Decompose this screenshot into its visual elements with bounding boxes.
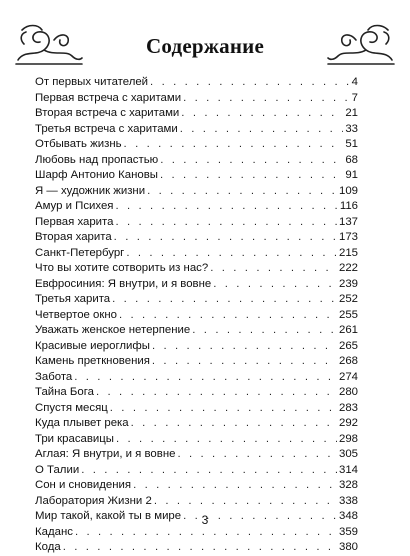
toc-entry-title: Шарф Антонио Кановы: [35, 169, 158, 181]
toc-entry[interactable]: [35, 292, 358, 308]
page-header: [0, 20, 410, 70]
toc-entry-title: Три красавицы: [35, 432, 114, 445]
toc-entry[interactable]: [35, 246, 358, 262]
toc-entry-title: Отбывать жизнь: [35, 138, 122, 150]
toc-entry-title: Аглая: Я внутри, и я вовне: [35, 448, 176, 460]
toc-entry-title: Что вы хотите сотворить из нас?: [35, 262, 209, 274]
toc-entry-page: 292: [338, 417, 358, 429]
toc-entry-title: Третья встреча с харитами: [35, 122, 178, 135]
toc-entry-title: Первая встреча с харитами: [35, 91, 182, 104]
toc-entry-title: Забота: [35, 370, 73, 383]
toc-entry-page: 255: [338, 308, 358, 321]
toc-entry-title: Вторая харита: [35, 231, 112, 243]
toc-entry[interactable]: [35, 91, 358, 107]
flourish-ornament-icon: [326, 20, 396, 68]
dot-leader: [147, 184, 337, 200]
toc-entry-page: 283: [338, 401, 358, 414]
toc-entry-title: Красивые иероглифы: [35, 339, 150, 352]
toc-entry[interactable]: [35, 478, 358, 494]
toc-entry-title: Каданс: [35, 525, 73, 538]
dot-leader: [119, 308, 337, 324]
toc-entry-page: 7: [351, 91, 358, 104]
toc-entry-title: Спустя месяц: [35, 401, 108, 414]
toc-entry-page: 305: [338, 448, 358, 460]
toc-entry[interactable]: [35, 261, 358, 277]
toc-entry[interactable]: [35, 137, 358, 153]
toc-entry-page: 348: [338, 510, 358, 522]
toc-entry[interactable]: [35, 432, 358, 448]
toc-entry-page: 359: [338, 525, 358, 538]
toc-entry[interactable]: [35, 277, 358, 293]
toc-entry-page: 137: [338, 215, 358, 228]
toc-entry-page: 268: [338, 355, 358, 367]
dot-leader: [152, 339, 337, 355]
toc-entry-title: От первых читателей: [35, 76, 149, 88]
toc-entry[interactable]: [35, 323, 358, 339]
dot-leader: [131, 416, 337, 432]
toc-entry-page: 68: [345, 153, 358, 166]
toc-entry-page: 215: [338, 246, 358, 259]
toc-entry[interactable]: [35, 494, 358, 510]
toc-entry-page: 91: [345, 169, 358, 181]
dot-leader: [160, 153, 343, 169]
dot-leader: [81, 463, 337, 479]
toc-entry-page: 380: [338, 541, 358, 553]
toc-entry-title: О Талии: [35, 463, 80, 476]
toc-entry[interactable]: [35, 401, 358, 417]
dot-leader: [133, 478, 337, 494]
toc-entry[interactable]: [35, 370, 358, 386]
toc-entry[interactable]: [35, 354, 358, 370]
dot-leader: [192, 323, 337, 339]
toc-entry-page: 222: [338, 262, 358, 274]
toc-entry-title: Амур и Психея: [35, 200, 114, 212]
toc-entry[interactable]: [35, 106, 358, 122]
toc-entry[interactable]: [35, 122, 358, 138]
dot-leader: [112, 292, 337, 308]
toc-entry-page: 109: [338, 184, 358, 197]
toc-entry-title: Четвертое окно: [35, 308, 117, 321]
toc-entry-page: 261: [338, 324, 358, 336]
dot-leader: [183, 91, 350, 107]
dot-leader: [74, 370, 337, 386]
dot-leader: [110, 401, 337, 417]
table-of-contents: [35, 75, 358, 556]
toc-entry-title: Я — художник жизни: [35, 184, 146, 197]
dot-leader: [160, 168, 343, 184]
dot-leader: [126, 246, 337, 262]
toc-entry-title: Вторая встреча с харитами: [35, 107, 180, 119]
dot-leader: [152, 354, 337, 370]
toc-entry-title: Куда плывет река: [35, 417, 129, 429]
toc-entry-page: 298: [338, 432, 358, 445]
toc-entry-page: 314: [338, 463, 358, 476]
toc-entry[interactable]: [35, 184, 358, 200]
toc-entry-title: Лаборатория Жизни 2: [35, 494, 152, 507]
toc-entry[interactable]: [35, 199, 358, 215]
toc-entry-title: Сон и сновидения: [35, 479, 132, 491]
toc-entry-page: 252: [338, 293, 358, 305]
dot-leader: [115, 215, 337, 231]
dot-leader: [213, 277, 337, 293]
dot-leader: [96, 385, 337, 401]
toc-entry[interactable]: [35, 168, 358, 184]
dot-leader: [180, 122, 344, 138]
toc-entry[interactable]: [35, 75, 358, 91]
dot-leader: [181, 106, 343, 122]
toc-entry[interactable]: [35, 339, 358, 355]
dot-leader: [115, 199, 337, 215]
toc-entry[interactable]: [35, 230, 358, 246]
toc-entry-page: 33: [345, 122, 358, 135]
toc-entry[interactable]: [35, 215, 358, 231]
dot-leader: [177, 447, 337, 463]
toc-entry-title: Евфросиния: Я внутри, и я вовне: [35, 277, 212, 290]
toc-entry-page: 280: [338, 386, 358, 398]
toc-entry-title: Тайна Бога: [35, 386, 94, 398]
toc-entry[interactable]: [35, 540, 358, 556]
toc-entry-page: 328: [338, 479, 358, 491]
toc-entry[interactable]: [35, 153, 358, 169]
toc-entry-title: Уважать женское нетерпение: [35, 324, 191, 336]
toc-entry-title: Камень преткновения: [35, 355, 150, 367]
toc-entry-page: 116: [339, 200, 358, 212]
toc-entry-title: Санкт-Петербург: [35, 246, 125, 259]
toc-entry-title: Первая харита: [35, 215, 114, 228]
toc-entry[interactable]: [35, 416, 358, 432]
toc-entry[interactable]: [35, 447, 358, 463]
toc-entry-page: 51: [345, 138, 358, 150]
toc-entry[interactable]: [35, 385, 358, 401]
dot-leader: [114, 230, 337, 246]
dot-leader: [116, 432, 337, 448]
dot-leader: [210, 261, 337, 277]
dot-leader: [154, 494, 337, 510]
toc-entry-page: 173: [338, 231, 358, 243]
page-number: 3: [201, 513, 209, 527]
dot-leader: [150, 75, 350, 91]
toc-entry-page: 21: [345, 107, 358, 119]
toc-entry-page: 4: [351, 76, 358, 88]
toc-entry-title: Любовь над пропастью: [35, 153, 159, 166]
dot-leader: [124, 137, 344, 153]
toc-entry[interactable]: [35, 463, 358, 479]
toc-entry-title: Мир такой, какой ты в мире: [35, 510, 182, 522]
toc-entry[interactable]: [35, 308, 358, 324]
toc-entry-title: Третья харита: [35, 293, 111, 305]
toc-entry-title: Кода: [35, 541, 61, 553]
toc-entry-page: 265: [338, 339, 358, 352]
toc-entry-page: 274: [338, 370, 358, 383]
toc-entry-page: 338: [338, 494, 358, 507]
toc-entry-page: 239: [338, 277, 358, 290]
page-title: Содержание: [146, 34, 264, 58]
dot-leader: [63, 540, 337, 556]
